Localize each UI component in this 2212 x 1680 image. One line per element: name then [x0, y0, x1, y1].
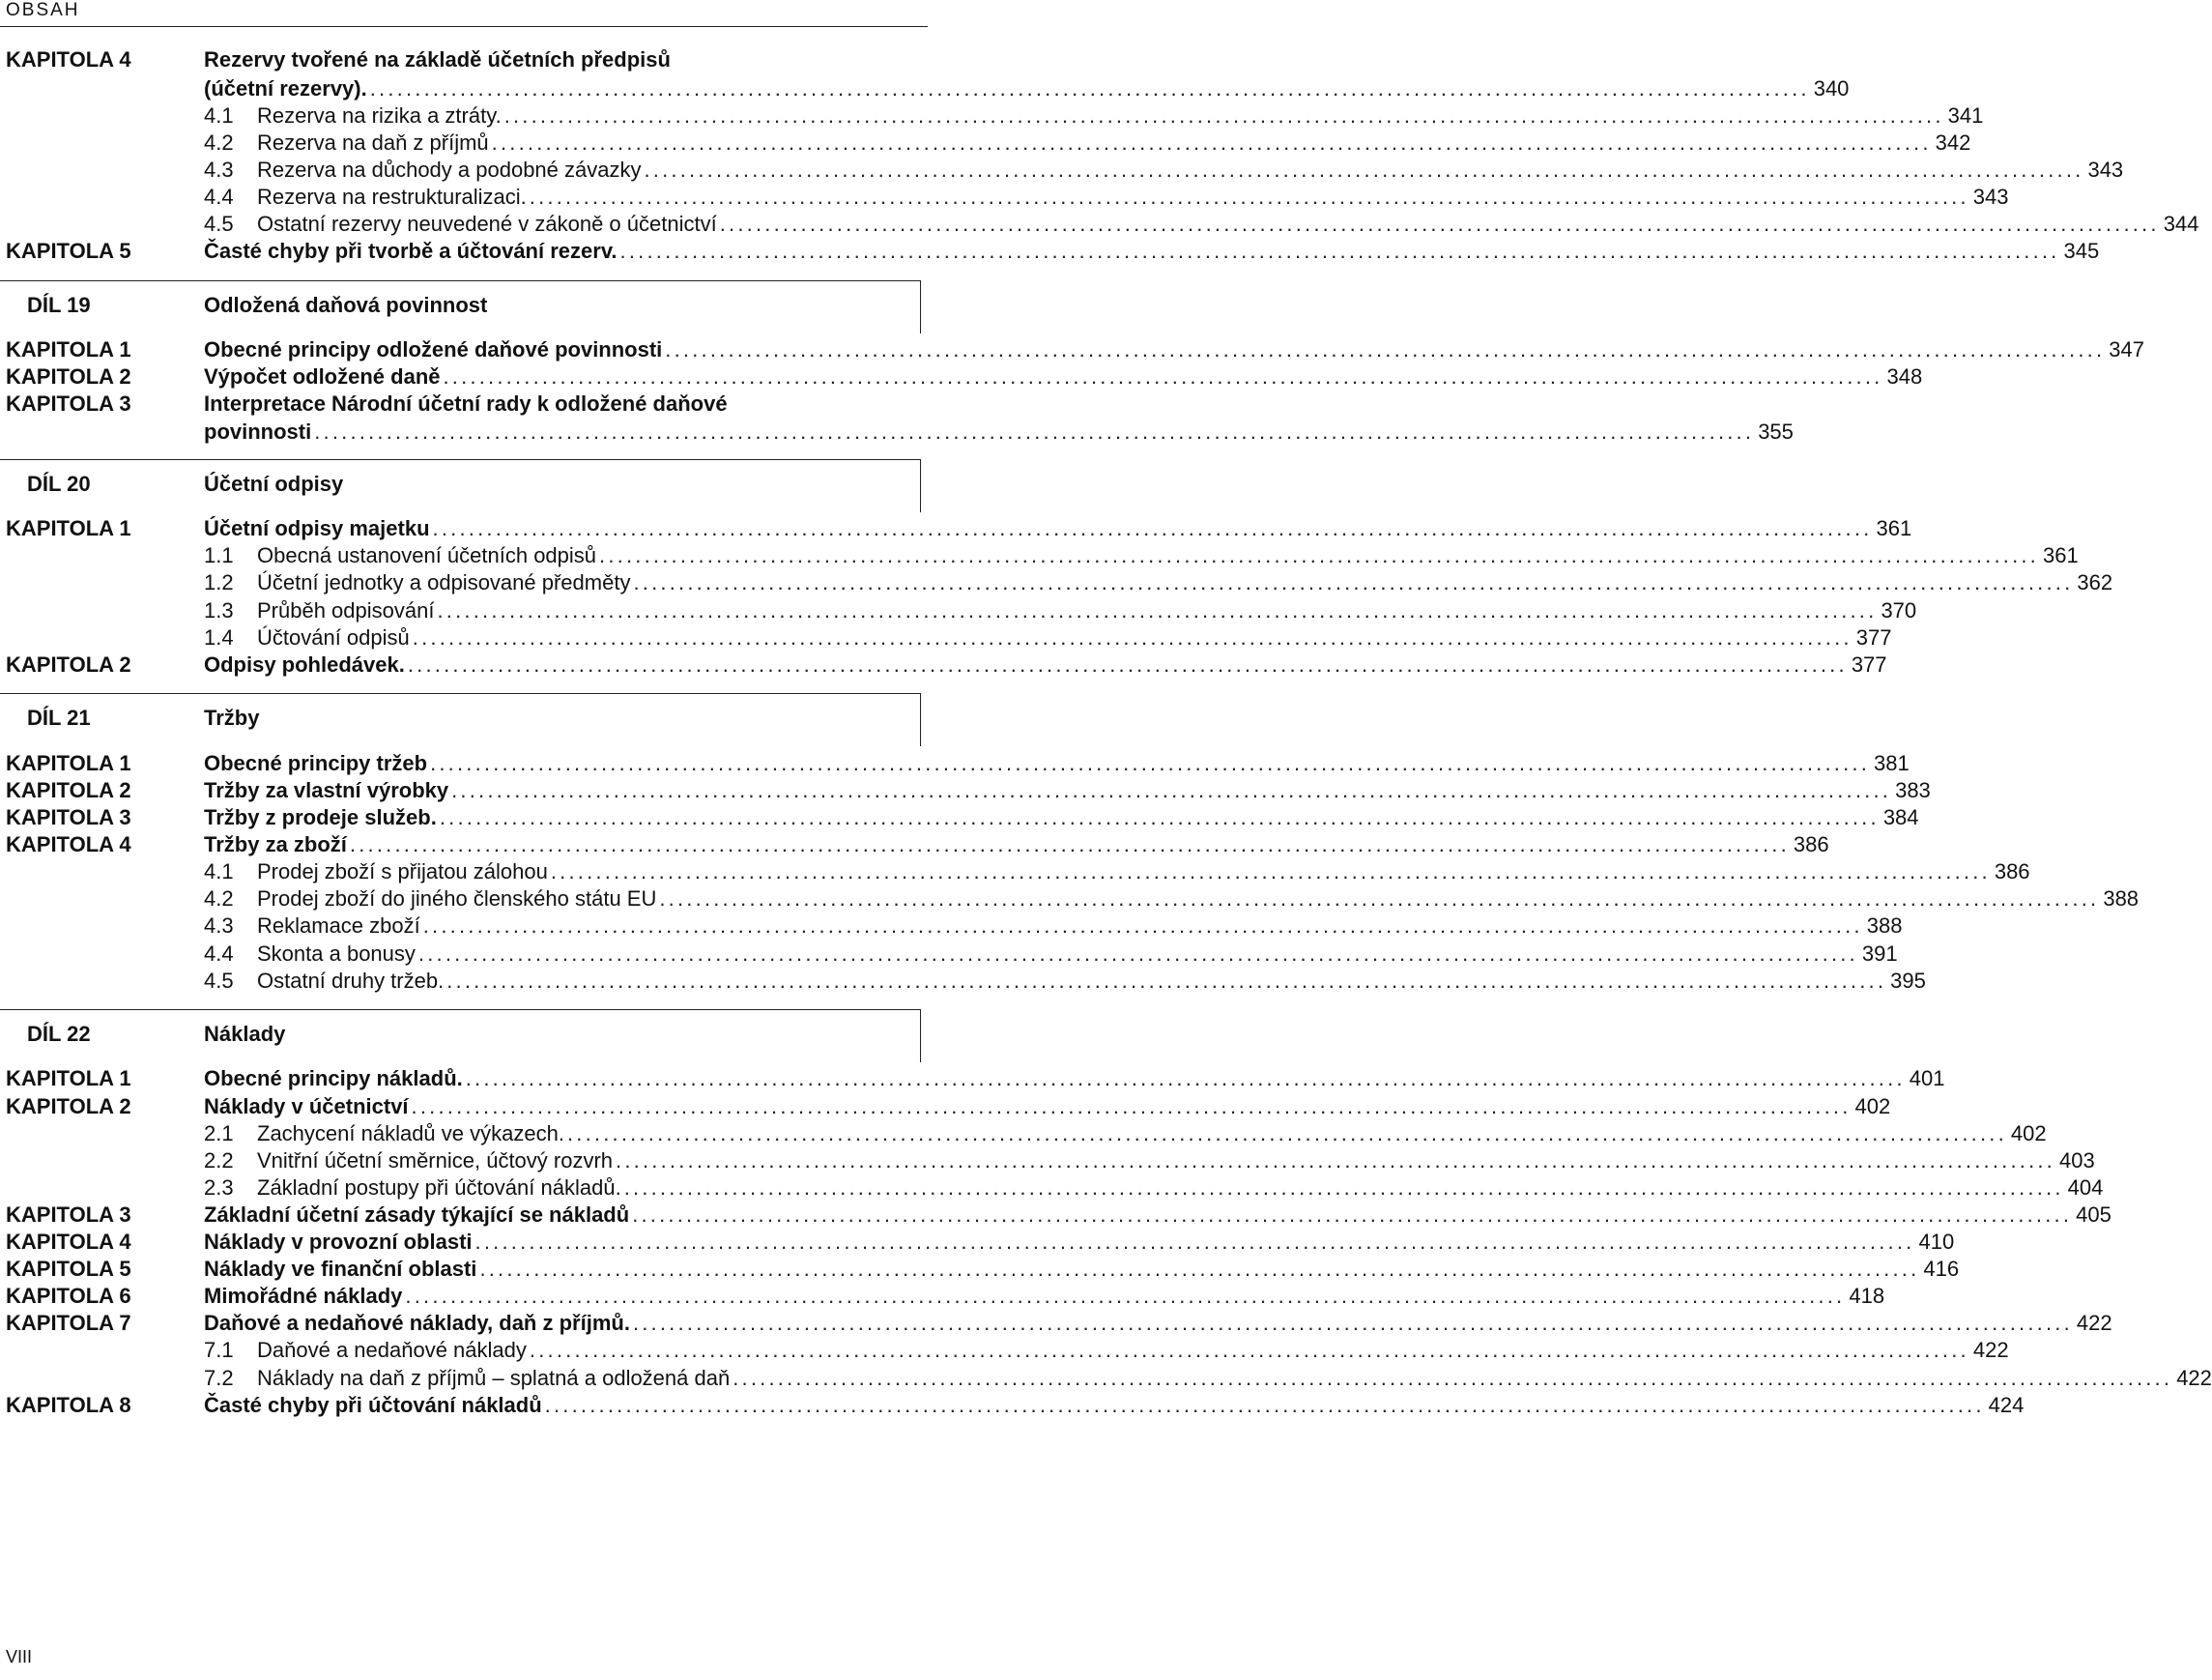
chapter-label: KAPITOLA 3 — [6, 1202, 131, 1227]
dot-leader: ................................................................................................................................................................ — [733, 1366, 2173, 1390]
part-label: DÍL 19 — [27, 293, 91, 317]
toc-entry[interactable] — [0, 389, 920, 420]
page-ref: 348 — [1886, 364, 1923, 389]
chapter-label: KAPITOLA 2 — [6, 364, 131, 389]
dot-leader: ................................................................................................................................................................ — [644, 158, 2084, 182]
chapter-label: KAPITOLA 4 — [6, 47, 131, 72]
chapter-title: Mimořádné náklady — [204, 1284, 403, 1308]
chapter-title: Účetní odpisy majetku — [204, 516, 430, 540]
dot-leader: ................................................................................................................................................................ — [349, 832, 1790, 856]
page-ref: 422 — [1972, 1338, 2009, 1362]
page-ref: 403 — [2059, 1148, 2095, 1173]
section-title: Rezerva na daň z příjmů — [257, 130, 489, 155]
dot-leader: ................................................................................................................................................................ — [665, 337, 2106, 362]
section-number: 4.1 — [204, 103, 234, 128]
section-number: 1.3 — [204, 598, 234, 623]
dot-leader: ................................................................................................................................................................ — [623, 1175, 2064, 1200]
section-title: Rezerva na rizika a ztráty. — [257, 103, 502, 128]
toc-entry[interactable] — [0, 1335, 2009, 1366]
page-ref: 386 — [1994, 859, 2030, 883]
page-ref: 381 — [1874, 751, 1910, 775]
chapter-label: KAPITOLA 1 — [6, 516, 131, 540]
entry-line — [204, 236, 2100, 267]
page-ref: 343 — [2087, 158, 2124, 182]
dot-leader: ................................................................................................................................................................ — [432, 516, 1873, 540]
toc-entry[interactable] — [0, 966, 1926, 997]
section-number: 2.1 — [204, 1121, 234, 1145]
part-title: Odložená daňová povinnost — [204, 293, 488, 317]
dot-leader: ................................................................................................................................................................ — [566, 1121, 2007, 1145]
chapter-title: Daňové a nedaňové náklady, daň z příjmů. — [204, 1311, 630, 1335]
section-title: Vnitřní účetní směrnice, účtový rozvrh — [257, 1148, 614, 1173]
page-ref: 422 — [2176, 1366, 2212, 1390]
section-number: 1.1 — [204, 543, 234, 567]
section-number: 1.2 — [204, 570, 234, 594]
part-heading — [0, 693, 921, 746]
section-title: Náklady na daň z příjmů – splatná a odložená daň — [257, 1366, 731, 1390]
dot-leader: ................................................................................................................................................................ — [465, 1066, 1906, 1090]
chapter-label: KAPITOLA 1 — [6, 1066, 131, 1090]
page-ref: 391 — [1861, 941, 1898, 966]
chapter-label: KAPITOLA 4 — [6, 1230, 131, 1254]
chapter-title: Časté chyby při tvorbě a účtování rezerv. — [204, 239, 618, 263]
section-title: Skonta a bonusy — [257, 941, 416, 966]
page-ref: 395 — [1890, 969, 1926, 993]
section-title: Prodej zboží do jiného členského státu EU — [257, 886, 657, 911]
page-ref: 422 — [2076, 1311, 2112, 1335]
page-ref: 388 — [2103, 886, 2140, 911]
dot-leader: ................................................................................................................................................................ — [544, 1393, 1985, 1417]
section-number: 4.1 — [204, 859, 234, 883]
page-ref: 343 — [1972, 185, 2009, 209]
page-ref: 402 — [1854, 1094, 1891, 1118]
page-ref: 341 — [1947, 103, 1984, 128]
page-ref: 344 — [2163, 212, 2199, 236]
part-label: DÍL 21 — [27, 706, 91, 730]
chapter-label: KAPITOLA 4 — [6, 832, 131, 856]
page-header: OBSAH — [6, 0, 80, 20]
dot-leader: ................................................................................................................................................................ — [479, 1257, 1920, 1281]
dot-leader: ................................................................................................................................................................ — [503, 103, 1944, 128]
dot-leader: ................................................................................................................................................................ — [474, 1230, 1915, 1254]
chapter-label: KAPITOLA 2 — [6, 778, 131, 802]
dot-leader: ................................................................................................................................................................ — [632, 1202, 2073, 1227]
chapter-label: KAPITOLA 5 — [6, 1257, 131, 1281]
dot-leader: ................................................................................................................................................................ — [439, 805, 1880, 829]
section-title: Účtování odpisů — [257, 625, 410, 650]
section-title: Zachycení nákladů ve výkazech. — [257, 1121, 564, 1145]
page-ref: 404 — [2067, 1175, 2104, 1200]
dot-leader: ................................................................................................................................................................ — [443, 364, 1883, 389]
chapter-title: Odpisy pohledávek. — [204, 652, 405, 677]
chapter-label: KAPITOLA 5 — [6, 239, 131, 263]
section-number: 7.2 — [204, 1366, 234, 1390]
section-number: 4.4 — [204, 185, 234, 209]
chapter-title: Obecné principy odložené daňové povinnosti — [204, 337, 663, 362]
dot-leader: ................................................................................................................................................................ — [616, 1148, 2055, 1173]
section-number: 4.5 — [204, 969, 234, 993]
page-ref: 347 — [2109, 337, 2144, 362]
chapter-title: Obecné principy nákladů. — [204, 1066, 463, 1090]
chapter-title: (účetní rezervy). — [204, 76, 367, 101]
chapter-label: KAPITOLA 2 — [6, 652, 131, 677]
section-number: 4.5 — [204, 212, 234, 236]
chapter-label: KAPITOLA 1 — [6, 751, 131, 775]
chapter-title: Tržby z prodeje služeb. — [204, 805, 437, 829]
entry-line — [204, 1390, 2025, 1421]
dot-leader: ................................................................................................................................................................ — [417, 941, 1858, 966]
toc-entry[interactable] — [0, 236, 2100, 267]
part-heading — [0, 280, 921, 333]
dot-leader: ................................................................................................................................................................ — [659, 886, 2100, 911]
header-rule — [0, 26, 928, 27]
entry-line — [257, 966, 1926, 997]
section-title: Obecná ustanovení účetních odpisů — [257, 543, 597, 567]
section-title: Rezerva na restrukturalizaci. — [257, 185, 527, 209]
entry-line — [204, 389, 920, 420]
dot-leader: ................................................................................................................................................................ — [491, 130, 1932, 155]
chapter-label: KAPITOLA 6 — [6, 1284, 131, 1308]
chapter-label: KAPITOLA 3 — [6, 391, 131, 416]
dot-leader: ................................................................................................................................................................ — [619, 239, 2060, 263]
entry-line — [204, 44, 920, 75]
section-title: Základní postupy při účtování nákladů. — [257, 1175, 621, 1200]
section-number: 4.4 — [204, 941, 234, 966]
page-ref: 405 — [2076, 1202, 2111, 1227]
chapter-title: Výpočet odložené daně — [204, 364, 441, 389]
section-title: Daňové a nedaňové náklady — [257, 1338, 527, 1362]
entry-line — [204, 650, 1887, 681]
section-number: 4.3 — [204, 913, 234, 938]
dot-leader: ................................................................................................................................................................ — [437, 598, 1878, 623]
section-number: 7.1 — [204, 1338, 234, 1362]
chapter-title: Rezervy tvořené na základě účetních předpisů — [204, 47, 671, 72]
page-ref: 424 — [1988, 1393, 2025, 1417]
page-ref: 384 — [1882, 805, 1919, 829]
toc-entry[interactable] — [0, 1390, 2025, 1421]
section-title: Reklamace zboží — [257, 913, 420, 938]
dot-leader: ................................................................................................................................................................ — [405, 1284, 1846, 1308]
chapter-title: Náklady ve finanční oblasti — [204, 1257, 477, 1281]
chapter-title: Tržby za zboží — [204, 832, 347, 856]
page-ref: 383 — [1895, 778, 1931, 802]
page-ref: 418 — [1849, 1284, 1885, 1308]
dot-leader: ................................................................................................................................................................ — [411, 1094, 1852, 1118]
page-ref: 361 — [2043, 543, 2079, 567]
page-ref: 416 — [1923, 1257, 1960, 1281]
part-title: Tržby — [204, 706, 260, 730]
dot-leader: ................................................................................................................................................................ — [719, 212, 2160, 236]
page-ref: 340 — [1813, 76, 1850, 101]
chapter-title: Časté chyby při účtování nákladů — [204, 1393, 542, 1417]
page-ref: 345 — [2063, 239, 2100, 263]
page-ref: 377 — [1851, 652, 1887, 677]
page-ref: 410 — [1918, 1230, 1955, 1254]
chapter-label: KAPITOLA 7 — [6, 1311, 131, 1335]
page-ref: 361 — [1876, 516, 1912, 540]
section-number: 2.2 — [204, 1148, 234, 1173]
page-ref: 386 — [1793, 832, 1829, 856]
section-number: 4.2 — [204, 130, 234, 155]
chapter-title: Obecné principy tržeb — [204, 751, 428, 775]
chapter-title: Tržby za vlastní výrobky — [204, 778, 449, 802]
dot-leader: ................................................................................................................................................................ — [369, 76, 1810, 101]
section-number: 4.3 — [204, 158, 234, 182]
section-number: 1.4 — [204, 625, 234, 650]
section-title: Ostatní rezervy neuvedené v zákoně o účetnictví — [257, 212, 717, 236]
entry-line — [257, 1335, 2009, 1366]
page-number: VIII — [6, 1647, 33, 1666]
toc-entry[interactable] — [0, 650, 1887, 681]
section-title: Rezerva na důchody a podobné závazky — [257, 158, 642, 182]
page-ref: 342 — [1935, 130, 1971, 155]
page-ref: 402 — [2010, 1121, 2047, 1145]
section-title: Průběh odpisování — [257, 598, 435, 623]
entry-line — [204, 417, 1794, 448]
dot-leader: ................................................................................................................................................................ — [529, 1338, 1969, 1362]
chapter-label: KAPITOLA 3 — [6, 805, 131, 829]
dot-leader: ................................................................................................................................................................ — [550, 859, 1991, 883]
section-title: Prodej zboží s přijatou zálohou — [257, 859, 548, 883]
part-heading — [0, 1009, 921, 1062]
chapter-label: KAPITOLA 8 — [6, 1393, 131, 1417]
toc-entry[interactable] — [0, 567, 2113, 598]
entry-line — [204, 1063, 1945, 1094]
part-label: DÍL 22 — [27, 1022, 91, 1046]
toc-entry[interactable] — [0, 1063, 1945, 1094]
chapter-label: KAPITOLA 1 — [6, 337, 131, 362]
page-ref: 370 — [1881, 598, 1917, 623]
part-title: Náklady — [204, 1022, 286, 1046]
dot-leader: ................................................................................................................................................................ — [451, 778, 1892, 802]
chapter-title: Interpretace Národní účetní rady k odložené daňové — [204, 391, 728, 416]
dot-leader: ................................................................................................................................................................ — [633, 570, 2074, 594]
part-title: Účetní odpisy — [204, 472, 344, 496]
toc-entry[interactable] — [0, 44, 920, 75]
entry-line — [257, 567, 2113, 598]
dot-leader: ................................................................................................................................................................ — [412, 625, 1853, 650]
page-ref: 388 — [1866, 913, 1903, 938]
toc-entry[interactable] — [0, 911, 1903, 941]
section-number: 4.2 — [204, 886, 234, 911]
dot-leader: ................................................................................................................................................................ — [599, 543, 2039, 567]
entry-line — [257, 911, 1903, 941]
toc-entry[interactable] — [0, 417, 1794, 448]
section-number: 2.3 — [204, 1175, 234, 1200]
chapter-title: Základní účetní zásady týkající se nákladů — [204, 1202, 630, 1227]
part-label: DÍL 20 — [27, 472, 91, 496]
page-ref: 362 — [2077, 570, 2113, 594]
chapter-title: Náklady v účetnictví — [204, 1094, 409, 1118]
dot-leader: ................................................................................................................................................................ — [314, 420, 1755, 444]
chapter-title: Náklady v provozní oblasti — [204, 1230, 473, 1254]
page-ref: 401 — [1909, 1066, 1945, 1090]
page-ref: 355 — [1758, 420, 1794, 444]
dot-leader: ................................................................................................................................................................ — [430, 751, 1871, 775]
part-heading — [0, 459, 921, 512]
section-title: Ostatní druhy tržeb. — [257, 969, 445, 993]
chapter-title: povinnosti — [204, 420, 312, 444]
dot-leader: ................................................................................................................................................................ — [407, 652, 1848, 677]
dot-leader: ................................................................................................................................................................ — [529, 185, 1969, 209]
page-ref: 377 — [1855, 625, 1892, 650]
chapter-label: KAPITOLA 2 — [6, 1094, 131, 1118]
dot-leader: ................................................................................................................................................................ — [632, 1311, 2073, 1335]
dot-leader: ................................................................................................................................................................ — [446, 969, 1887, 993]
section-title: Účetní jednotky a odpisované předměty — [257, 570, 631, 594]
dot-leader: ................................................................................................................................................................ — [422, 913, 1863, 938]
